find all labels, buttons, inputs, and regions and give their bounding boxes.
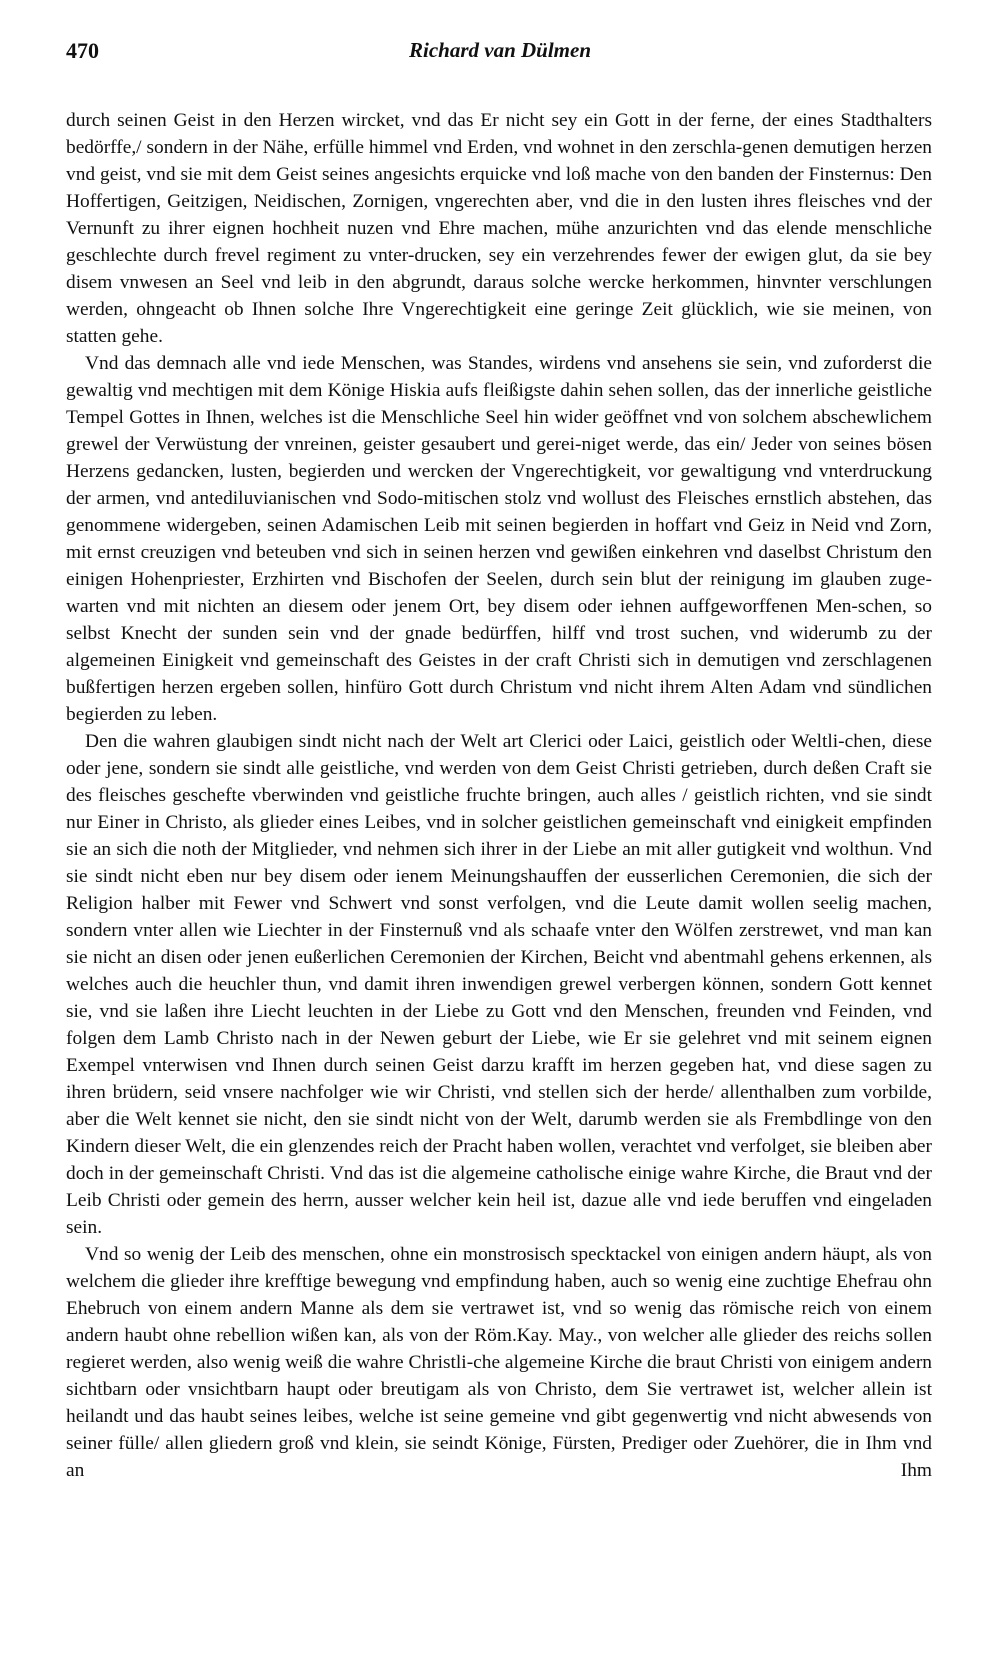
- paragraph-2: Vnd das demnach alle vnd iede Menschen, was Standes, wirdens vnd ansehens sie sein, vnd zuforderst die gewaltig vnd mechtigen mit dem Könige Hiskia aufs fleißigste dahin sehen sollen, das der innerliche geistliche Tempel Gottes in Ihnen, welches ist die Menschliche Seel hin wider geöffnet vnd von solchem abschewlichem grewel der Verwüstung der vnreinen, geister gesaubert und gerei-niget werde, das ein/ Jeder von seines bösen Herzens gedancken, lusten, begierden und wercken der Vngerechtigkeit, vor gewaltigung vnd vnterdruckung der armen, vnd antediluvianischen vnd Sodo-mitischen stolz vnd wollust des Fleisches ernstlich abstehen, das genommene widergeben, seinen Adamischen Leib mit seinen begierden in hoffart vnd Geiz in Neid vnd Zorn, mit ernst creuzigen vnd beteuben vnd sich in seinen herzen vnd gewißen einkehren vnd daselbst Christum den einigen Hohenpriester, Erzhirten vnd Bischofen der Seelen, durch sein blut der reinigung im glauben zuge-warten vnd mit nichten an diesem oder jenem Ort, bey disem oder iehnen auffgeworffenen Men-schen, so selbst Knecht der sunden sein vnd der gnade bedürffen, hilff vnd trost suchen, vnd widerumb zu der algemeinen Einigkeit vnd gemeinschaft des Geistes in der craft Christi sich in demutigen vnd zerschlagenen bußfertigen herzen ergeben sollen, hinfüro Gott durch Christum vnd nicht ihrem Alten Adam vnd sündlichen begierden zu leben.: [66, 353, 932, 725]
- body-text: [66, 107, 932, 1484]
- page-number: 470: [66, 38, 99, 63]
- paragraph-3: Den die wahren glaubigen sindt nicht nach der Welt art Clerici oder Laici, geistlich oder Weltli-chen, diese oder jene, sondern sie sindt alle geistliche, vnd werden von dem Geist Christi getrieben, durch deßen Craft sie des fleisches geschefte vberwinden vnd geistliche fruchte bringen, auch alles / geistlich richten, vnd sie sindt nur Einer in Christo, als glieder eines Leibes, vnd in solcher geistlichen gemeinschaft vnd einigkeit empfinden sie an sich die noth der Mitglieder, vnd nehmen sich ihrer in der Liebe an mit aller gutigkeit vnd wolthun. Vnd sie sindt nicht eben nur bey disem oder ienem Meinungshauffen der eusserlichen Ceremonien, die sich der Religion halber mit Fewer vnd Schwert vnd sonst verfolgen, vnd die Leute damit wollen seelig machen, sondern vnter allen wie Liechter in der Finsternuß vnd als schaafe vnter den Wölfen zerstrewet, vnd man kan sie nicht an disen oder jenen eußerlichen Ceremonien der Kirchen, Beicht vnd abentmahl gehens erkennen, als welches auch die heuchler thun, vnd damit ihren inwendigen grewel verbergen können, sondern Gott kennet sie, vnd sie laßen ihre Liecht leuchten in der Liebe zu Gott vnd den Menschen, freunden vnd Feinden, vnd folgen dem Lamb Christo nach in der Newen geburt der Liebe, wie Er sie gelehret vnd mit seinem eignen Exempel vnterwisen vnd Ihnen durch seinen Geist darzu krafft im herzen gegeben hat, vnd diese sagen zu ihren brüdern, seid vnsere nachfolger wie wir Christi, vnd stellen sich der herde/ allenthalben zum vorbilde, aber die Welt kennet sie nicht, den sie sindt nicht von der Welt, darumb werden sie als Frembdlinge von den Kindern dieser Welt, die ein glenzendes reich der Pracht haben wollen, verachtet vnd verfolget, sie bleiben aber doch in der gemeinschaft Christi. Vnd das ist die algemeine catholische einige wahre Kirche, die Braut vnd der Leib Christi oder gemein des herrn, ausser welcher kein heil ist, dazue alle vnd iede beruffen vnd eingeladen sein.: [66, 731, 932, 1238]
- paragraph-1: durch seinen Geist in den Herzen wircket, vnd das Er nicht sey ein Gott in der ferne, der eines Stadthalters bedörffe,/ sondern in der Nähe, erfülle himmel vnd Erden, vnd wohnet in den zerschla-genen demutigen herzen vnd geist, vnd sie mit dem Geist seines angesichts erquicke vnd loß mache von den banden der Finsternus: Den Hoffertigen, Geitzigen, Neidischen, Zornigen, vngerechten aber, vnd die in den lusten ihres fleisches vnd der Vernunft zu ihrer eignen hochheit nuzen vnd Ehre machen, mühe anzurichten vnd das elende menschliche geschlechte durch frevel regiment zu vnter-drucken, sey ein verzehrendes fewer der ewigen glut, da sie bey disem vnwesen an Seel vnd leib in den abgrundt, daraus solche wercke herkommen, hinvnter verschlungen werden, ohngeacht ob Ihnen solche Ihre Vngerechtigkeit eine geringe Zeit glücklich, wie sie meinen, von statten gehe.: [66, 110, 932, 347]
- paragraph-4: Vnd so wenig der Leib des menschen, ohne ein monstrosisch specktackel von einigen andern häupt, als von welchem die glieder ihre krefftige bewegung vnd empfindung haben, auch so wenig eine zuchtige Ehefrau ohn Ehebruch von einem andern Manne als dem sie vertrawet ist, vnd so wenig das römische reich von einem andern haubt ohne rebellion wißen kan, als von der Röm.Kay. May., von welcher alle glieder des reichs sollen regieret werden, also wenig weiß die wahre Christli-che algemeine Kirche die braut Christi von einigem andern sichtbarn oder vnsichtbarn haupt oder breutigam als von Christo, dem Sie vertrawet ist, welcher allein ist heilandt und das haubt seines leibes, welche ist seine gemeine vnd gibt gegenwertig vnd nicht abwesends von seiner fülle/ allen gliedern groß vnd klein, sie seindt Könige, Fürsten, Prediger oder Zuehörer, die in Ihm vnd an Ihm: [66, 1244, 932, 1481]
- running-title: Richard van Dülmen: [408, 38, 592, 62]
- running-head: [66, 38, 934, 78]
